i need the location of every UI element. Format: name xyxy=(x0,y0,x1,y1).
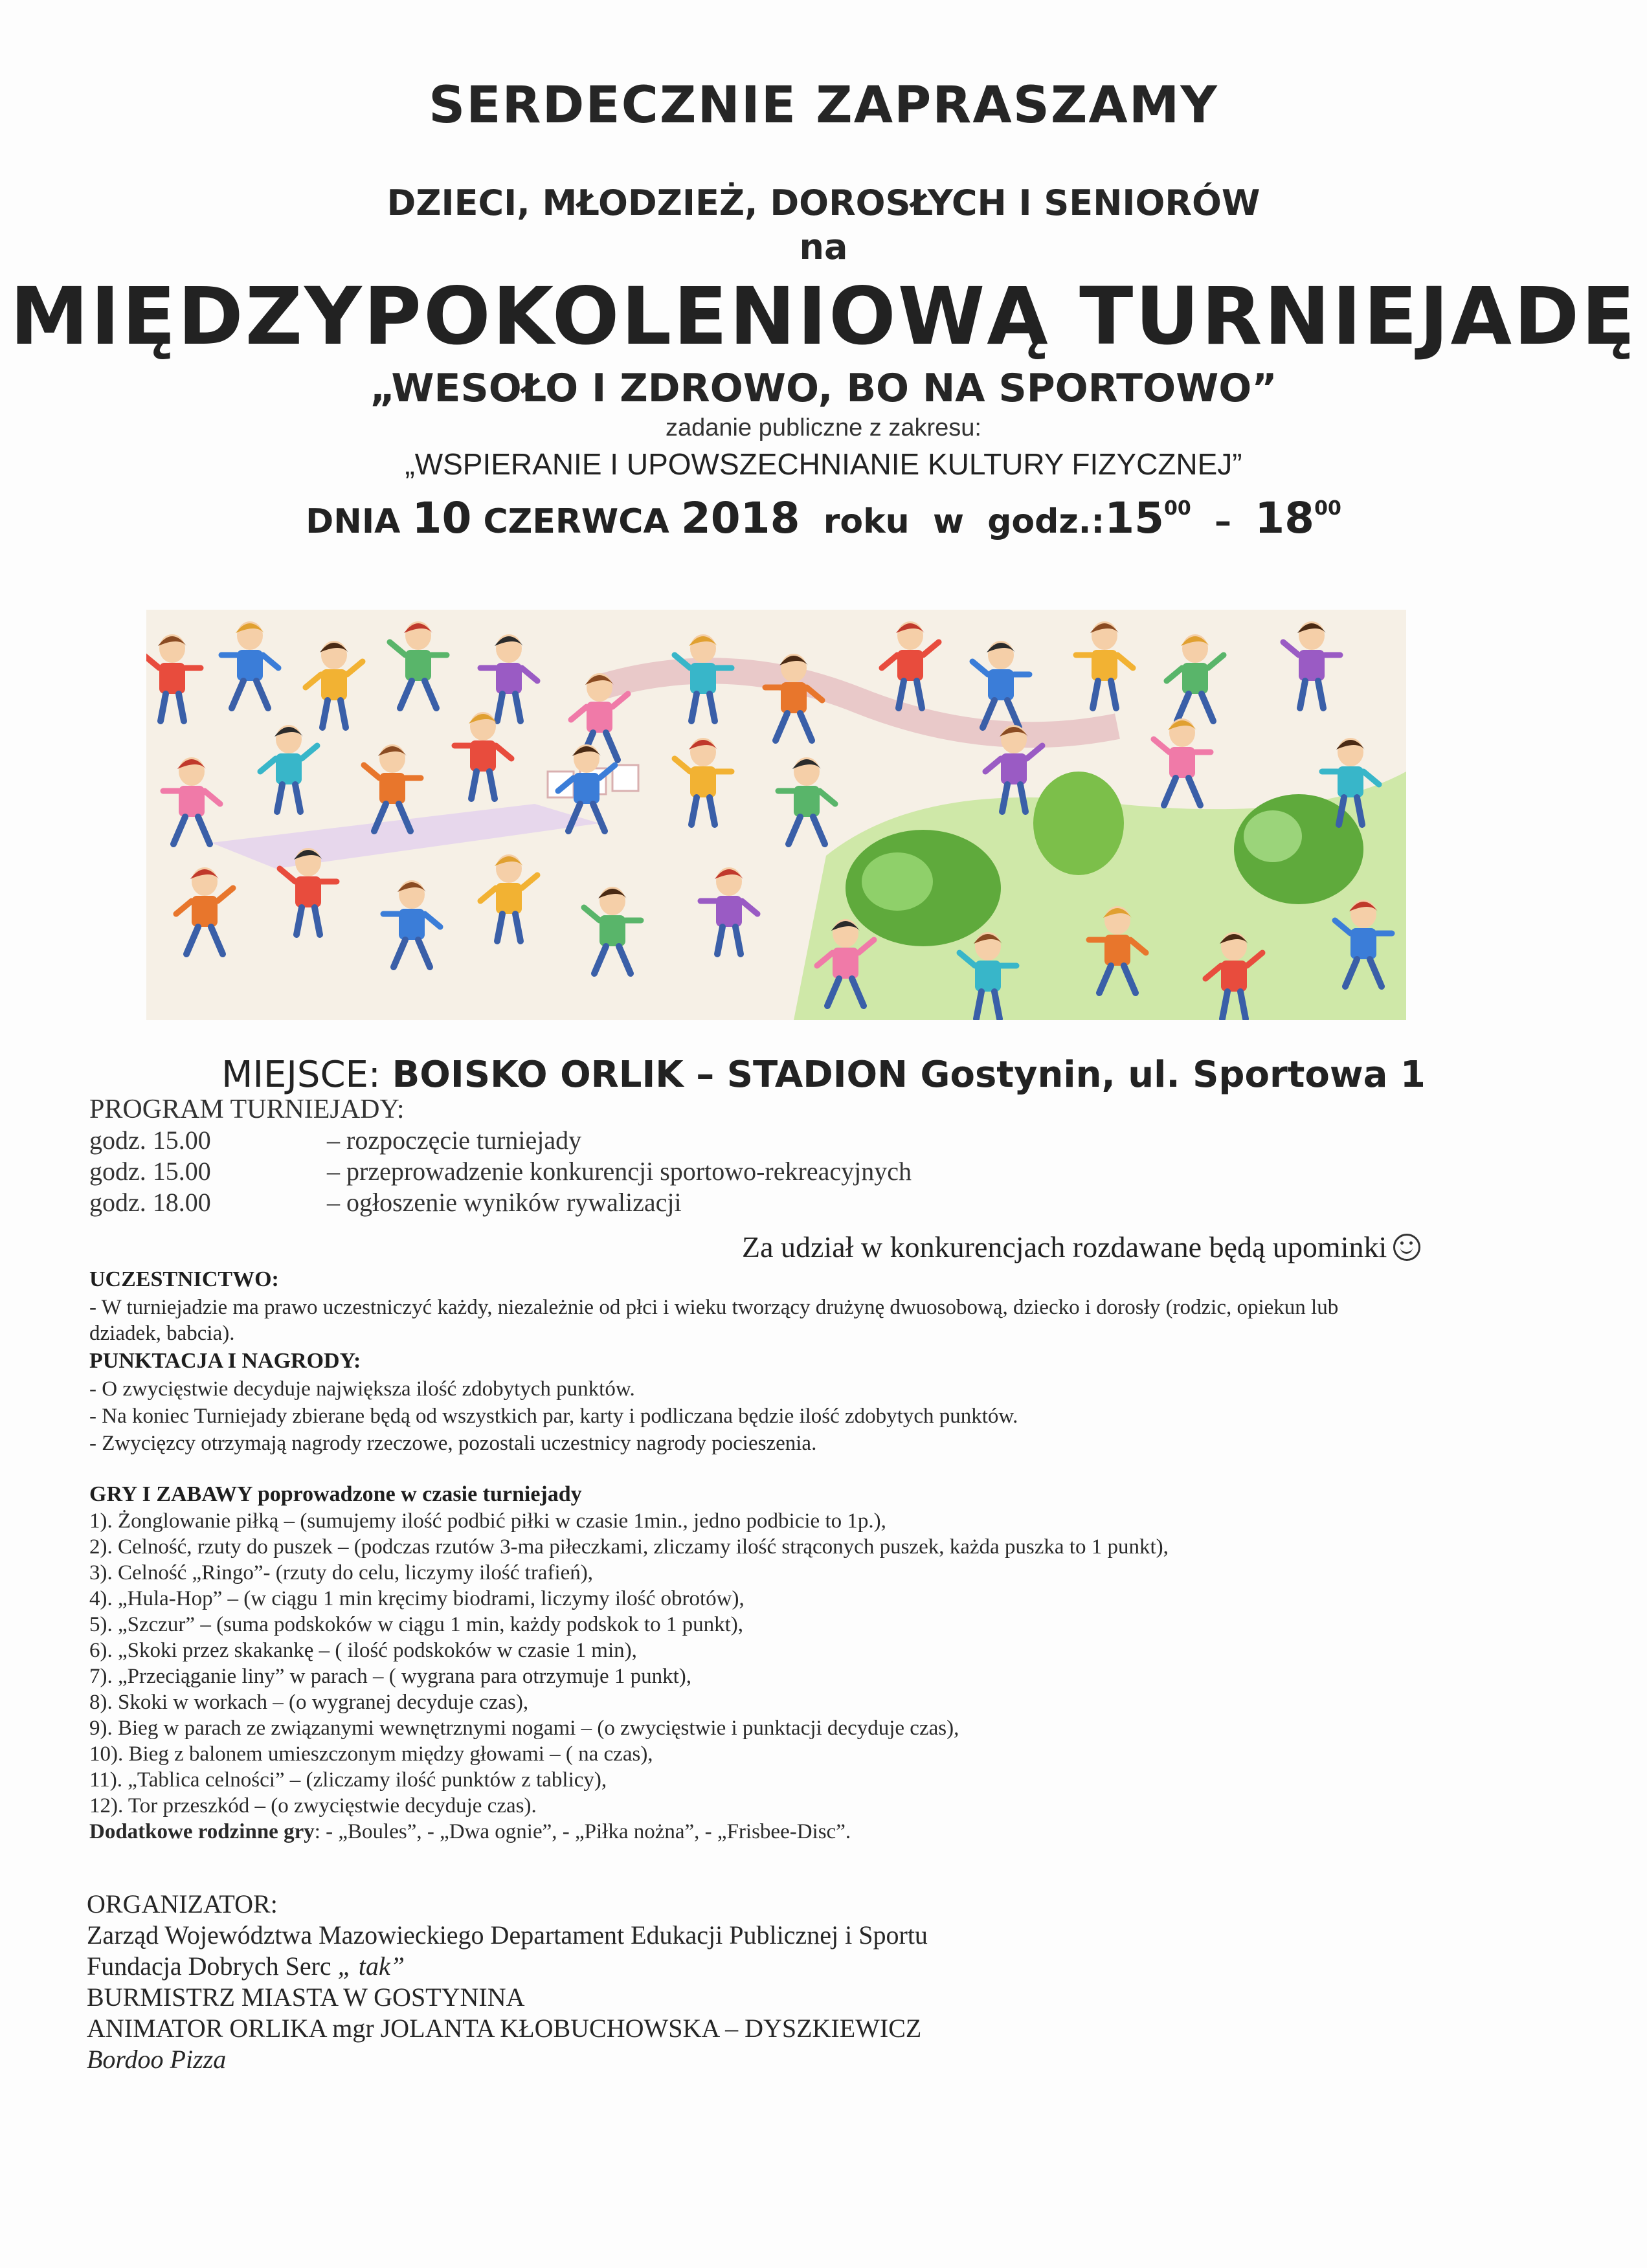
program-title: PROGRAM TURNIEJADY: xyxy=(89,1095,405,1124)
game-item: 1). Żonglowanie piłką – (sumujemy ilość podbić piłki w czasie 1min., jedno podbicie to 1p.), xyxy=(89,1509,886,1533)
game-item: 8). Skoki w workach – (o wygranej decyduje czas), xyxy=(89,1691,529,1714)
smiley-icon xyxy=(1393,1234,1420,1261)
task-name: „WSPIERANIE I UPOWSZECHNIANIE KULTURY FIZYCZNEJ” xyxy=(405,447,1242,481)
program-desc-3: – ogłoszenie wyników rywalizacji xyxy=(327,1188,682,1217)
title-invitation: SERDECZNIE ZAPRASZAMY xyxy=(429,76,1218,135)
game-item: 7). „Przeciąganie liny” w parach – ( wygrana para otrzymuje 1 punkt), xyxy=(89,1665,692,1688)
extra-games: Dodatkowe rodzinne gry: - „Boules”, - „Dwa ognie”, - „Piłka nożna”, - „Frisbee-Disc”. xyxy=(89,1820,851,1843)
participation-line-2: dziadek, babcia). xyxy=(89,1322,235,1345)
subtitle-na: na xyxy=(799,227,848,267)
games-title: GRY I ZABAWY poprowadzone w czasie turniejady xyxy=(89,1482,582,1506)
program-time-2: godz. 15.00 xyxy=(89,1157,211,1186)
organizer-line-1: Zarząd Województwa Mazowieckiego Departament Edukacji Publicznej i Sportu xyxy=(87,1920,928,1950)
scoring-line-1: - O zwycięstwie decyduje największa ilość zdobytych punktów. xyxy=(89,1377,635,1401)
game-item: 9). Bieg w parach ze związanymi wewnętrznymi nogami – (o zwycięstwie i punktacji decyduje czas), xyxy=(89,1717,959,1740)
program-time-3: godz. 18.00 xyxy=(89,1188,211,1217)
program-time-1: godz. 15.00 xyxy=(89,1126,211,1155)
task-label: zadanie publiczne z zakresu: xyxy=(666,414,981,441)
program-desc-2: – przeprowadzenie konkurencji sportowo-rekreacyjnych xyxy=(327,1157,912,1186)
scoring-line-3: - Zwycięzcy otrzymają nagrody rzeczowe, pozostali uczestnicy nagrody pocieszenia. xyxy=(89,1432,817,1455)
game-item: 3). Celność „Ringo”- (rzuty do celu, liczymy ilość trafień), xyxy=(89,1561,593,1584)
event-date: DNIA 10 CZERWCA 2018 roku w $godz.:15^{00} - 18^{00}$ xyxy=(306,493,1341,543)
subtitle-audience: DZIECI, MŁODZIEŻ, DOROSŁYCH I SENIORÓW xyxy=(387,183,1260,223)
organizer-fundacja: Fundacja Dobrych Serc „ tak” xyxy=(87,1951,405,1981)
participation-title: UCZESTNICTWO: xyxy=(89,1267,279,1291)
game-item: 2). Celność, rzuty do puszek – (podczas rzutów 3-ma piłeczkami, zliczamy ilość strąconych puszek, każda puszka to 1 punkt), xyxy=(89,1535,1169,1559)
participation-line-1: - W turniejadzie ma prawo uczestniczyć każdy, niezależnie od płci i wieku tworzący drużynę dwuosobową, dziecko i dorosły (rodzic, opiekun lub xyxy=(89,1296,1339,1319)
event-title: MIĘDZYPOKOLENIOWĄ TURNIEJADĘ xyxy=(10,271,1637,362)
organizer-title: ORGANIZATOR: xyxy=(87,1889,278,1918)
organizer-line-2: BURMISTRZ MIASTA W GOSTYNINA xyxy=(87,1983,525,2012)
event-place: MIEJSCE: BOISKO ORLIK – STADION Gostynin, ul. Sportowa 1 xyxy=(221,1054,1426,1096)
children-playing-illustration xyxy=(146,610,1406,1020)
program-desc-1: – rozpoczęcie turniejady xyxy=(327,1126,582,1155)
event-motto: „WESOŁO I ZDROWO, BO NA SPORTOWO” xyxy=(370,366,1277,411)
game-item: 11). „Tablica celności” – (zliczamy ilość punktów z tablicy), xyxy=(89,1768,607,1792)
game-item: 5). „Szczur” – (suma podskoków w ciągu 1 min, każdy podskok to 1 punkt), xyxy=(89,1613,743,1636)
game-item: 4). „Hula-Hop” – (w ciągu 1 min kręcimy biodrami, liczymy ilość obrotów), xyxy=(89,1587,745,1610)
organizer-sponsor: Bordoo Pizza xyxy=(87,2045,227,2074)
game-item: 10). Bieg z balonem umieszczonym między głowami – ( na czas), xyxy=(89,1742,653,1766)
game-item: 12). Tor przeszkód – (o zwycięstwie decyduje czas). xyxy=(89,1794,537,1818)
organizer-line-3: ANIMATOR ORLIKA mgr JOLANTA KŁOBUCHOWSKA – DYSZKIEWICZ xyxy=(87,2014,922,2043)
gifts-note: Za udział w konkurencjach rozdawane będą upominki xyxy=(742,1230,1420,1264)
scoring-line-2: - Na koniec Turniejady zbierane będą od wszystkich par, karty i podliczana będzie ilość zdobytych punktów. xyxy=(89,1405,1018,1428)
scoring-title: PUNKTACJA I NAGRODY: xyxy=(89,1349,361,1373)
game-item: 6). „Skoki przez skakankę – ( ilość podskoków w czasie 1 min), xyxy=(89,1639,637,1662)
